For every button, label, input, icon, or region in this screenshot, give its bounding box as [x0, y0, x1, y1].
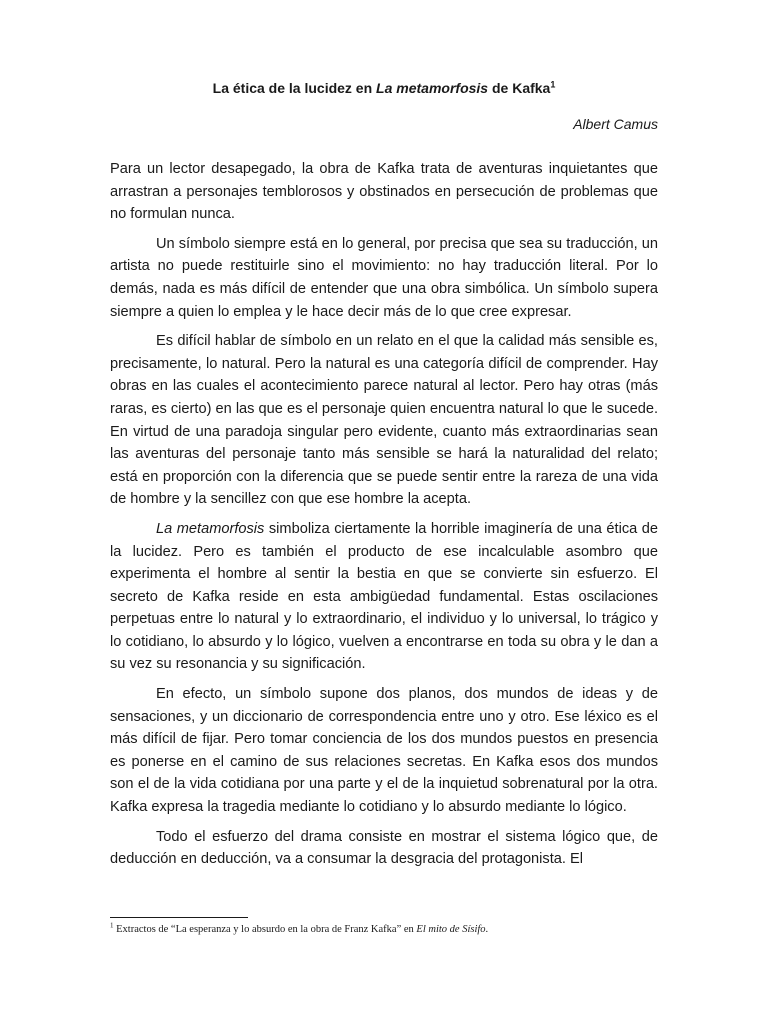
paragraph-3-text: Es difícil hablar de símbolo en un relato en el que la calidad más sensible es, precisamente, lo natural. Pero la natural es una categoría difícil de comprender. Hay obras en las cuales el acontecimiento parece natural al lector. Pero hay otras (más raras, es cierto) en las que es el personaje quien encuentra natural lo que le sucede. En virtud de una paradoja singular pero evidente, cuanto más extraordinarias sean las aventuras del personaje tanto más sensible se hará la naturalidad del relato; está en proporción con la diferencia que se puede sentir entre la rareza de una vida de hombre y la sencillez con que ese hombre la acepta. [110, 333, 658, 508]
paragraph-4-text: simboliza ciertamente la horrible imaginería de una ética de la lucidez. Pero es también el producto de ese incalculable asombro que experimenta el hombre al sentir la bestia en que se convierte sin esfuerzo. El secreto de Kafka reside en esta ambigüedad fundamental. Estas oscilaciones perpetuas entre lo natural y lo extraordinario, el individuo y lo universal, lo trágico y lo cotidiano, lo absurdo y lo lógico, vuelven a encontrarse en toda su obra y le dan a su vez su resonancia y su significación. [110, 520, 659, 673]
title-text-end: de Kafka [488, 80, 551, 96]
author-name: Albert Camus [573, 116, 658, 132]
paragraph-5-text: En efecto, un símbolo supone dos planos, dos mundos de ideas y de sensaciones, y un diccionario de correspondencia entre uno y otro. Ese léxico es el más difícil de fijar. Pero tomar conciencia de los dos mundos puestos en presencia es ponerse en el camino de sus relaciones secretas. En Kafka esos dos mundos son el de la vida cotidiana por una parte y el de la inquietud sobrenatural por la otra. Kafka expresa la tragedia mediante lo cotidiano y lo absurdo mediante lo lógico. [110, 686, 658, 816]
footnote-end: . [485, 924, 489, 935]
paragraph-2 [110, 233, 658, 323]
document-page [110, 78, 658, 878]
footnote-mark: 1 [110, 921, 114, 930]
footnote-italic-title: El mito de Sísifo [416, 924, 486, 935]
title-text-start: La ética de la lucidez en [212, 80, 377, 96]
paragraph-5 [110, 683, 658, 819]
document-title [110, 78, 658, 98]
footnote-text: Extractos de “La esperanza y lo absurdo en la obra de Franz Kafka” en [113, 924, 417, 935]
paragraph-6 [110, 826, 658, 871]
paragraph-1-text: Para un lector desapegado, la obra de Kafka trata de aventuras inquietantes que arrastran a personajes temblorosos y obstinados en persecución de problemas que no formulan nunca. [110, 161, 658, 223]
title-italic-work: La metamorfosis [376, 80, 489, 96]
footnote-divider [110, 917, 248, 918]
paragraph-4 [110, 518, 658, 676]
title-footnote-mark: 1 [550, 79, 556, 90]
paragraph-2-text: Un símbolo siempre está en lo general, por precisa que sea su traducción, un artista no puede restituirle sino el movimiento: no hay traducción literal. Por lo demás, nada es más difícil de entender que una obra simbólica. Un símbolo supera siempre a quien lo emplea y le hace decir más de lo que cree expresar. [110, 235, 658, 320]
paragraph-1 [110, 158, 658, 226]
paragraph-4-italic-lead: La metamorfosis [156, 520, 265, 537]
paragraph-6-text: Todo el esfuerzo del drama consiste en mostrar el sistema lógico que, de deducción en deducción, va a consumar la desgracia del protagonista. El [110, 828, 658, 868]
paragraph-3 [110, 330, 658, 511]
body-text [110, 158, 658, 871]
footnote [110, 923, 670, 937]
